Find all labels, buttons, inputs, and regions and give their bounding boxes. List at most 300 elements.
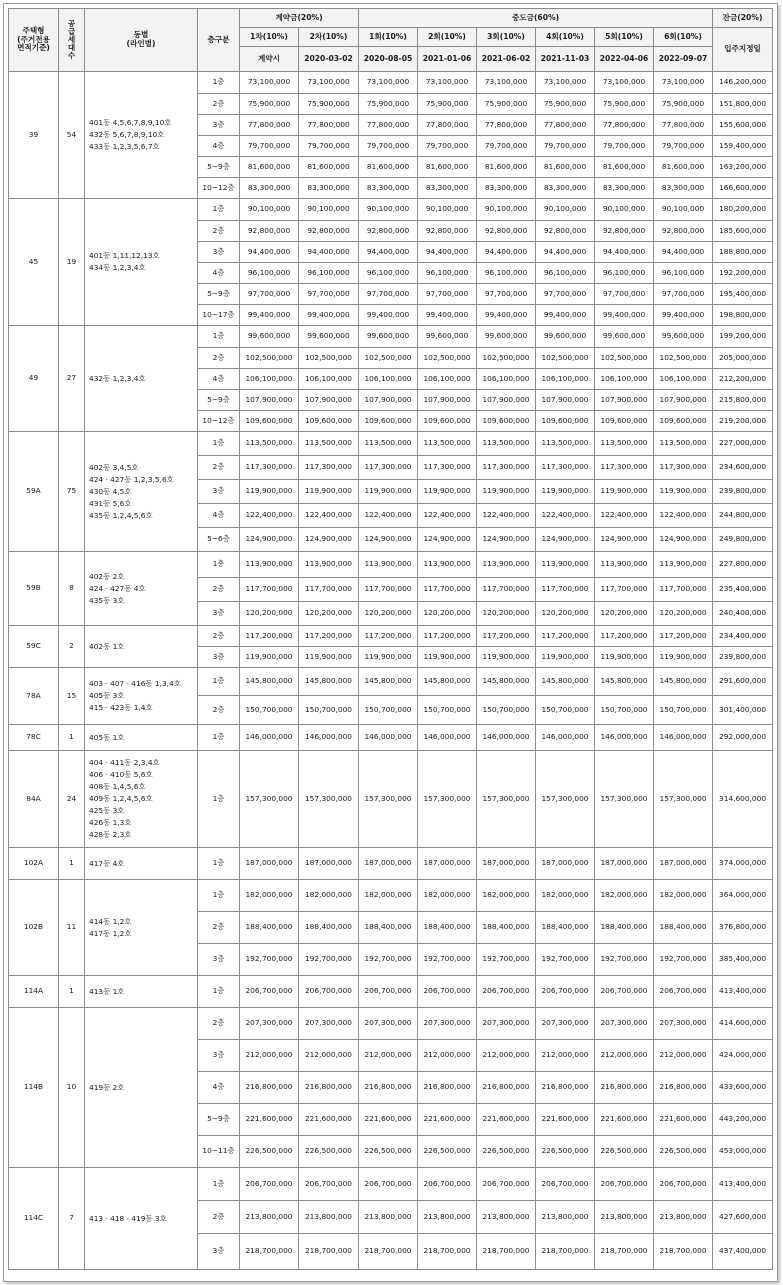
installment-cell: 206,700,000 xyxy=(240,1168,299,1201)
installment-cell: 120,200,000 xyxy=(536,602,595,626)
installment-cell: 81,600,000 xyxy=(477,157,536,178)
installment-cell: 77,800,000 xyxy=(654,115,713,136)
installment-cell: 146,000,000 xyxy=(359,725,418,751)
installment-cell: 212,000,000 xyxy=(536,1040,595,1072)
installment-cell: 157,300,000 xyxy=(654,751,713,848)
installment-cell: 77,800,000 xyxy=(477,115,536,136)
table-row xyxy=(9,432,773,456)
installment-cell: 124,900,000 xyxy=(595,528,654,552)
installment-cell: 216,800,000 xyxy=(359,1072,418,1104)
installment-cell: 99,400,000 xyxy=(654,305,713,326)
installment-cell: 124,900,000 xyxy=(654,528,713,552)
payment-schedule-table xyxy=(8,8,773,1270)
installment-cell: 207,300,000 xyxy=(536,1008,595,1040)
balance-cell: 163,200,000 xyxy=(713,157,773,178)
balance-cell: 151,800,000 xyxy=(713,94,773,115)
balance-cell: 234,600,000 xyxy=(713,456,773,480)
balance-cell: 166,600,000 xyxy=(713,178,773,199)
installment-cell: 212,000,000 xyxy=(654,1040,713,1072)
installment-cell: 81,600,000 xyxy=(359,157,418,178)
installment-cell: 226,500,000 xyxy=(477,1136,536,1168)
installment-cell: 145,800,000 xyxy=(240,668,299,696)
installment-cell: 106,100,000 xyxy=(418,369,477,390)
installment-cell: 206,700,000 xyxy=(418,976,477,1008)
installment-cell: 117,200,000 xyxy=(477,626,536,647)
floor-cell: 3층 xyxy=(198,1234,240,1270)
installment-cell: 81,600,000 xyxy=(654,157,713,178)
installment-cell: 99,600,000 xyxy=(418,326,477,348)
installment-cell: 113,500,000 xyxy=(477,432,536,456)
installment-cell: 206,700,000 xyxy=(359,976,418,1008)
floor-cell: 2층 xyxy=(198,456,240,480)
header-dong: 동별 (라인별) xyxy=(85,9,198,72)
installment-cell: 83,300,000 xyxy=(299,178,359,199)
installment-cell: 75,900,000 xyxy=(359,94,418,115)
date-m3: 2021-06-02 xyxy=(477,47,536,72)
balance-cell: 205,000,000 xyxy=(713,348,773,369)
installment-cell: 113,500,000 xyxy=(359,432,418,456)
balance-cell: 195,400,000 xyxy=(713,284,773,305)
installment-cell: 213,800,000 xyxy=(240,1201,299,1234)
installment-cell: 182,000,000 xyxy=(477,880,536,912)
dong-cell: 404 · 411동 2,3,4호 406 · 410동 5,6호 408동 1,4,5,6호 409동 1,2,4,5,6호 425동 3호 426동 1,3호 428동 2,3호 xyxy=(85,751,198,848)
header-c2: 2차(10%) xyxy=(299,28,359,47)
installment-cell: 213,800,000 xyxy=(595,1201,654,1234)
installment-cell: 150,700,000 xyxy=(418,696,477,725)
installment-cell: 192,700,000 xyxy=(240,944,299,976)
installment-cell: 150,700,000 xyxy=(477,696,536,725)
installment-cell: 73,100,000 xyxy=(418,72,477,94)
type-cell: 84A xyxy=(9,751,59,848)
balance-cell: 249,800,000 xyxy=(713,528,773,552)
installment-cell: 113,500,000 xyxy=(654,432,713,456)
header-contract: 계약금(20%) xyxy=(240,9,359,28)
installment-cell: 226,500,000 xyxy=(536,1136,595,1168)
installment-cell: 117,200,000 xyxy=(240,626,299,647)
installment-cell: 212,000,000 xyxy=(299,1040,359,1072)
floor-cell: 4층 xyxy=(198,263,240,284)
type-cell: 59C xyxy=(9,626,59,668)
type-cell: 39 xyxy=(9,72,59,199)
installment-cell: 79,700,000 xyxy=(240,136,299,157)
installment-cell: 146,000,000 xyxy=(477,725,536,751)
dong-cell: 401동 1,11,12,13호 434동 1,2,3,4호 xyxy=(85,199,198,326)
units-cell: 2 xyxy=(59,626,85,668)
header-type: 주택형 (주거전용 면적기준) xyxy=(9,9,59,72)
table-row xyxy=(9,326,773,348)
floor-cell: 1층 xyxy=(198,976,240,1008)
installment-cell: 117,700,000 xyxy=(595,578,654,602)
installment-cell: 113,500,000 xyxy=(418,432,477,456)
installment-cell: 83,300,000 xyxy=(536,178,595,199)
installment-cell: 145,800,000 xyxy=(299,668,359,696)
installment-cell: 117,200,000 xyxy=(418,626,477,647)
units-cell: 24 xyxy=(59,751,85,848)
floor-cell: 5~9층 xyxy=(198,1104,240,1136)
installment-cell: 207,300,000 xyxy=(299,1008,359,1040)
installment-cell: 119,900,000 xyxy=(418,647,477,668)
installment-cell: 81,600,000 xyxy=(240,157,299,178)
installment-cell: 113,500,000 xyxy=(240,432,299,456)
installment-cell: 216,800,000 xyxy=(477,1072,536,1104)
units-cell: 10 xyxy=(59,1008,85,1168)
date-c2: 2020-03-02 xyxy=(299,47,359,72)
installment-cell: 206,700,000 xyxy=(654,976,713,1008)
installment-cell: 97,700,000 xyxy=(595,284,654,305)
table-row xyxy=(9,725,773,751)
installment-cell: 99,400,000 xyxy=(595,305,654,326)
installment-cell: 117,700,000 xyxy=(477,578,536,602)
installment-cell: 102,500,000 xyxy=(654,348,713,369)
floor-cell: 3층 xyxy=(198,602,240,626)
installment-cell: 79,700,000 xyxy=(536,136,595,157)
type-cell: 102A xyxy=(9,848,59,880)
installment-cell: 113,900,000 xyxy=(595,552,654,578)
installment-cell: 117,200,000 xyxy=(654,626,713,647)
installment-cell: 99,600,000 xyxy=(359,326,418,348)
installment-cell: 81,600,000 xyxy=(595,157,654,178)
installment-cell: 83,300,000 xyxy=(595,178,654,199)
installment-cell: 113,900,000 xyxy=(240,552,299,578)
installment-cell: 96,100,000 xyxy=(359,263,418,284)
installment-cell: 182,000,000 xyxy=(595,880,654,912)
installment-cell: 145,800,000 xyxy=(477,668,536,696)
installment-cell: 77,800,000 xyxy=(536,115,595,136)
installment-cell: 192,700,000 xyxy=(418,944,477,976)
installment-cell: 90,100,000 xyxy=(595,199,654,221)
installment-cell: 117,700,000 xyxy=(240,578,299,602)
installment-cell: 122,400,000 xyxy=(359,504,418,528)
type-cell: 59A xyxy=(9,432,59,552)
installment-cell: 188,400,000 xyxy=(536,912,595,944)
installment-cell: 117,300,000 xyxy=(477,456,536,480)
installment-cell: 75,900,000 xyxy=(240,94,299,115)
installment-cell: 94,400,000 xyxy=(240,242,299,263)
floor-cell: 1층 xyxy=(198,199,240,221)
installment-cell: 122,400,000 xyxy=(240,504,299,528)
installment-cell: 119,900,000 xyxy=(240,647,299,668)
floor-cell: 1층 xyxy=(198,880,240,912)
table-row xyxy=(9,72,773,94)
table-row xyxy=(9,626,773,647)
installment-cell: 212,000,000 xyxy=(595,1040,654,1072)
installment-cell: 94,400,000 xyxy=(299,242,359,263)
table-row xyxy=(9,1008,773,1040)
installment-cell: 92,800,000 xyxy=(359,221,418,242)
installment-cell: 226,500,000 xyxy=(359,1136,418,1168)
installment-cell: 117,300,000 xyxy=(536,456,595,480)
table-row xyxy=(9,1168,773,1201)
installment-cell: 107,900,000 xyxy=(359,390,418,411)
floor-cell: 2층 xyxy=(198,221,240,242)
installment-cell: 83,300,000 xyxy=(418,178,477,199)
installment-cell: 218,700,000 xyxy=(299,1234,359,1270)
installment-cell: 119,900,000 xyxy=(536,480,595,504)
installment-cell: 106,100,000 xyxy=(477,369,536,390)
floor-cell: 5~9층 xyxy=(198,157,240,178)
floor-cell: 2층 xyxy=(198,912,240,944)
installment-cell: 221,600,000 xyxy=(477,1104,536,1136)
installment-cell: 120,200,000 xyxy=(418,602,477,626)
installment-cell: 145,800,000 xyxy=(595,668,654,696)
installment-cell: 192,700,000 xyxy=(654,944,713,976)
installment-cell: 226,500,000 xyxy=(240,1136,299,1168)
table-row xyxy=(9,751,773,848)
installment-cell: 206,700,000 xyxy=(654,1168,713,1201)
installment-cell: 73,100,000 xyxy=(477,72,536,94)
installment-cell: 207,300,000 xyxy=(595,1008,654,1040)
installment-cell: 117,700,000 xyxy=(536,578,595,602)
floor-cell: 3층 xyxy=(198,944,240,976)
installment-cell: 83,300,000 xyxy=(654,178,713,199)
balance-cell: 219,200,000 xyxy=(713,411,773,432)
installment-cell: 106,100,000 xyxy=(359,369,418,390)
installment-cell: 124,900,000 xyxy=(359,528,418,552)
floor-cell: 3층 xyxy=(198,115,240,136)
installment-cell: 213,800,000 xyxy=(359,1201,418,1234)
balance-cell: 198,800,000 xyxy=(713,305,773,326)
installment-cell: 99,400,000 xyxy=(477,305,536,326)
units-cell: 27 xyxy=(59,326,85,432)
balance-cell: 453,000,000 xyxy=(713,1136,773,1168)
installment-cell: 213,800,000 xyxy=(299,1201,359,1234)
installment-cell: 192,700,000 xyxy=(536,944,595,976)
installment-cell: 120,200,000 xyxy=(477,602,536,626)
table-row xyxy=(9,199,773,221)
installment-cell: 117,200,000 xyxy=(359,626,418,647)
balance-cell: 301,400,000 xyxy=(713,696,773,725)
table-row xyxy=(9,976,773,1008)
installment-cell: 207,300,000 xyxy=(654,1008,713,1040)
installment-cell: 99,400,000 xyxy=(536,305,595,326)
balance-cell: 437,400,000 xyxy=(713,1234,773,1270)
installment-cell: 187,000,000 xyxy=(359,848,418,880)
installment-cell: 117,200,000 xyxy=(595,626,654,647)
installment-cell: 124,900,000 xyxy=(240,528,299,552)
installment-cell: 97,700,000 xyxy=(418,284,477,305)
installment-cell: 113,900,000 xyxy=(299,552,359,578)
installment-cell: 206,700,000 xyxy=(536,1168,595,1201)
installment-cell: 117,700,000 xyxy=(299,578,359,602)
balance-cell: 146,200,000 xyxy=(713,72,773,94)
floor-cell: 1층 xyxy=(198,848,240,880)
installment-cell: 146,000,000 xyxy=(418,725,477,751)
type-cell: 59B xyxy=(9,552,59,626)
balance-cell: 314,600,000 xyxy=(713,751,773,848)
dong-cell: 403 · 407 · 416동 1,3,4호 405동 3호 415 · 423동 1,4호 xyxy=(85,668,198,725)
installment-cell: 117,700,000 xyxy=(418,578,477,602)
installment-cell: 79,700,000 xyxy=(359,136,418,157)
installment-cell: 226,500,000 xyxy=(299,1136,359,1168)
dong-cell: 413동 1호 xyxy=(85,976,198,1008)
installment-cell: 96,100,000 xyxy=(418,263,477,284)
installment-cell: 221,600,000 xyxy=(359,1104,418,1136)
installment-cell: 192,700,000 xyxy=(477,944,536,976)
installment-cell: 97,700,000 xyxy=(359,284,418,305)
units-cell: 54 xyxy=(59,72,85,199)
header-balance: 잔금(20%) xyxy=(713,9,773,28)
installment-cell: 75,900,000 xyxy=(418,94,477,115)
installment-cell: 221,600,000 xyxy=(299,1104,359,1136)
installment-cell: 90,100,000 xyxy=(299,199,359,221)
installment-cell: 94,400,000 xyxy=(654,242,713,263)
installment-cell: 216,800,000 xyxy=(418,1072,477,1104)
installment-cell: 99,400,000 xyxy=(359,305,418,326)
installment-cell: 206,700,000 xyxy=(299,1168,359,1201)
balance-cell: 239,800,000 xyxy=(713,647,773,668)
installment-cell: 73,100,000 xyxy=(359,72,418,94)
installment-cell: 102,500,000 xyxy=(240,348,299,369)
balance-cell: 212,200,000 xyxy=(713,369,773,390)
installment-cell: 117,300,000 xyxy=(240,456,299,480)
installment-cell: 83,300,000 xyxy=(359,178,418,199)
installment-cell: 119,900,000 xyxy=(299,647,359,668)
table-row xyxy=(9,880,773,912)
installment-cell: 117,700,000 xyxy=(654,578,713,602)
installment-cell: 73,100,000 xyxy=(536,72,595,94)
installment-cell: 218,700,000 xyxy=(595,1234,654,1270)
installment-cell: 92,800,000 xyxy=(477,221,536,242)
installment-cell: 119,900,000 xyxy=(477,647,536,668)
dong-cell: 402동 3,4,5호 424 · 427동 1,2,3,5,6호 430동 4,5호 431동 5,6호 435동 1,2,4,5,6호 xyxy=(85,432,198,552)
installment-cell: 107,900,000 xyxy=(299,390,359,411)
installment-cell: 92,800,000 xyxy=(240,221,299,242)
installment-cell: 218,700,000 xyxy=(654,1234,713,1270)
installment-cell: 117,300,000 xyxy=(359,456,418,480)
floor-cell: 5~9층 xyxy=(198,390,240,411)
installment-cell: 122,400,000 xyxy=(654,504,713,528)
installment-cell: 206,700,000 xyxy=(299,976,359,1008)
balance-cell: 234,400,000 xyxy=(713,626,773,647)
installment-cell: 213,800,000 xyxy=(654,1201,713,1234)
installment-cell: 187,000,000 xyxy=(477,848,536,880)
installment-cell: 113,500,000 xyxy=(595,432,654,456)
dong-cell: 405동 1호 xyxy=(85,725,198,751)
installment-cell: 109,600,000 xyxy=(240,411,299,432)
installment-cell: 187,000,000 xyxy=(536,848,595,880)
floor-cell: 3층 xyxy=(198,480,240,504)
floor-cell: 1층 xyxy=(198,751,240,848)
installment-cell: 124,900,000 xyxy=(536,528,595,552)
installment-cell: 146,000,000 xyxy=(536,725,595,751)
installment-cell: 77,800,000 xyxy=(418,115,477,136)
installment-cell: 188,400,000 xyxy=(654,912,713,944)
installment-cell: 109,600,000 xyxy=(536,411,595,432)
installment-cell: 188,400,000 xyxy=(240,912,299,944)
installment-cell: 188,400,000 xyxy=(595,912,654,944)
installment-cell: 113,500,000 xyxy=(299,432,359,456)
table-row xyxy=(9,668,773,696)
balance-cell: 215,800,000 xyxy=(713,390,773,411)
installment-cell: 109,600,000 xyxy=(359,411,418,432)
installment-cell: 99,600,000 xyxy=(240,326,299,348)
installment-cell: 157,300,000 xyxy=(299,751,359,848)
floor-cell: 10~11층 xyxy=(198,1136,240,1168)
page-frame xyxy=(3,3,778,1282)
installment-cell: 188,400,000 xyxy=(477,912,536,944)
installment-cell: 106,100,000 xyxy=(654,369,713,390)
installment-cell: 207,300,000 xyxy=(240,1008,299,1040)
installment-cell: 77,800,000 xyxy=(595,115,654,136)
date-m6: 2022-09-07 xyxy=(654,47,713,72)
installment-cell: 120,200,000 xyxy=(359,602,418,626)
installment-cell: 119,900,000 xyxy=(595,480,654,504)
installment-cell: 188,400,000 xyxy=(418,912,477,944)
floor-cell: 5~9층 xyxy=(198,284,240,305)
installment-cell: 119,900,000 xyxy=(240,480,299,504)
installment-cell: 77,800,000 xyxy=(359,115,418,136)
installment-cell: 97,700,000 xyxy=(536,284,595,305)
installment-cell: 192,700,000 xyxy=(359,944,418,976)
type-cell: 49 xyxy=(9,326,59,432)
installment-cell: 99,600,000 xyxy=(477,326,536,348)
installment-cell: 96,100,000 xyxy=(477,263,536,284)
installment-cell: 99,400,000 xyxy=(299,305,359,326)
balance-cell: 443,200,000 xyxy=(713,1104,773,1136)
header-floor: 층구분 xyxy=(198,9,240,72)
installment-cell: 187,000,000 xyxy=(654,848,713,880)
installment-cell: 96,100,000 xyxy=(240,263,299,284)
installment-cell: 77,800,000 xyxy=(240,115,299,136)
installment-cell: 146,000,000 xyxy=(595,725,654,751)
floor-cell: 2층 xyxy=(198,578,240,602)
floor-cell: 1층 xyxy=(198,552,240,578)
installment-cell: 96,100,000 xyxy=(299,263,359,284)
installment-cell: 119,900,000 xyxy=(359,647,418,668)
installment-cell: 81,600,000 xyxy=(299,157,359,178)
installment-cell: 216,800,000 xyxy=(536,1072,595,1104)
balance-cell: 291,600,000 xyxy=(713,668,773,696)
installment-cell: 113,900,000 xyxy=(654,552,713,578)
installment-cell: 106,100,000 xyxy=(240,369,299,390)
floor-cell: 5~6층 xyxy=(198,528,240,552)
installment-cell: 81,600,000 xyxy=(418,157,477,178)
installment-cell: 150,700,000 xyxy=(654,696,713,725)
date-m1: 2020-08-05 xyxy=(359,47,418,72)
installment-cell: 92,800,000 xyxy=(654,221,713,242)
installment-cell: 106,100,000 xyxy=(595,369,654,390)
installment-cell: 150,700,000 xyxy=(536,696,595,725)
installment-cell: 124,900,000 xyxy=(299,528,359,552)
installment-cell: 157,300,000 xyxy=(359,751,418,848)
installment-cell: 146,000,000 xyxy=(299,725,359,751)
type-cell: 102B xyxy=(9,880,59,976)
installment-cell: 109,600,000 xyxy=(418,411,477,432)
installment-cell: 96,100,000 xyxy=(595,263,654,284)
installment-cell: 207,300,000 xyxy=(477,1008,536,1040)
header-m4: 4회(10%) xyxy=(536,28,595,47)
floor-cell: 1층 xyxy=(198,1168,240,1201)
type-cell: 78A xyxy=(9,668,59,725)
units-cell: 15 xyxy=(59,668,85,725)
balance-cell: 199,200,000 xyxy=(713,326,773,348)
units-cell: 1 xyxy=(59,725,85,751)
installment-cell: 157,300,000 xyxy=(595,751,654,848)
installment-cell: 102,500,000 xyxy=(299,348,359,369)
installment-cell: 90,100,000 xyxy=(240,199,299,221)
date-c1: 계약시 xyxy=(240,47,299,72)
installment-cell: 81,600,000 xyxy=(536,157,595,178)
installment-cell: 92,800,000 xyxy=(299,221,359,242)
installment-cell: 119,900,000 xyxy=(359,480,418,504)
installment-cell: 122,400,000 xyxy=(477,504,536,528)
balance-cell: 185,600,000 xyxy=(713,221,773,242)
installment-cell: 109,600,000 xyxy=(654,411,713,432)
installment-cell: 188,400,000 xyxy=(359,912,418,944)
installment-cell: 79,700,000 xyxy=(595,136,654,157)
installment-cell: 113,900,000 xyxy=(359,552,418,578)
floor-cell: 1층 xyxy=(198,725,240,751)
